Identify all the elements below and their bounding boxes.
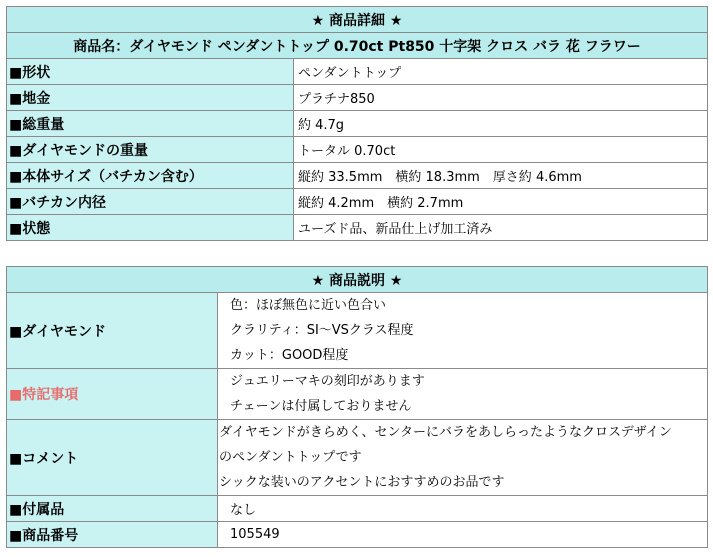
shape-value: ペンダントトップ bbox=[294, 59, 708, 85]
shape-label: ■形状 bbox=[7, 59, 294, 85]
comment-label: ■コメント bbox=[7, 420, 218, 496]
body-size-label: ■本体サイズ（バチカン含む） bbox=[7, 163, 294, 189]
comment-text bbox=[218, 420, 708, 496]
product-name: 商品名：ダイヤモンド ペンダントトップ 0.70ct Pt850 十字架 クロス バラ 花 フラワー bbox=[7, 33, 708, 59]
condition-value: ユーズド品、新品仕上げ加工済み bbox=[294, 215, 708, 241]
bail-inner-value: 縦約 4.2mm 横約 2.7mm bbox=[294, 189, 708, 215]
diamond-clarity-text: クラリティ：SI～VSクラス程度 bbox=[230, 323, 414, 338]
body-size-value: 縦約 33.5mm 横約 18.3mm 厚さ約 4.6mm bbox=[294, 163, 708, 189]
details-header: ★ 商品詳細 ★ bbox=[7, 7, 708, 33]
accessories-value: なし bbox=[218, 496, 708, 522]
comment-line-2: のペンダントトップです bbox=[219, 450, 362, 465]
comment-line-1: ダイヤモンドがきらめく、センターにバラをあしらったようなクロスデザイン bbox=[219, 425, 672, 440]
product-description-table bbox=[6, 266, 708, 548]
comment-line-3: シックな装いのアクセントにおすすめのお品です bbox=[219, 475, 505, 490]
product-number-label: ■商品番号 bbox=[7, 522, 218, 548]
metal-value: プラチナ850 bbox=[294, 85, 708, 111]
diamond-info bbox=[218, 293, 708, 369]
product-number-value: 105549 bbox=[218, 522, 708, 548]
special-notes bbox=[218, 369, 708, 420]
special-notes-label: ■特記事項 bbox=[7, 369, 218, 420]
special-note-engraving: ジュエリーマキの刻印があります bbox=[230, 374, 425, 389]
metal-label: ■地金 bbox=[7, 85, 294, 111]
diamond-cut-text: カット：GOOD程度 bbox=[230, 348, 349, 363]
diamond-weight-label: ■ダイヤモンドの重量 bbox=[7, 137, 294, 163]
special-note-chain: チェーンは付属しておりません bbox=[230, 399, 412, 414]
diamond-weight-value: トータル 0.70ct bbox=[294, 137, 708, 163]
total-weight-value: 約 4.7g bbox=[294, 111, 708, 137]
description-header: ★ 商品説明 ★ bbox=[7, 267, 708, 293]
diamond-label: ■ダイヤモンド bbox=[7, 293, 218, 369]
accessories-label: ■付属品 bbox=[7, 496, 218, 522]
diamond-color-text: 色：ほぼ無色に近い色合い bbox=[230, 298, 387, 313]
product-details-table bbox=[6, 6, 708, 241]
condition-label: ■状態 bbox=[7, 215, 294, 241]
total-weight-label: ■総重量 bbox=[7, 111, 294, 137]
bail-inner-label: ■バチカン内径 bbox=[7, 189, 294, 215]
